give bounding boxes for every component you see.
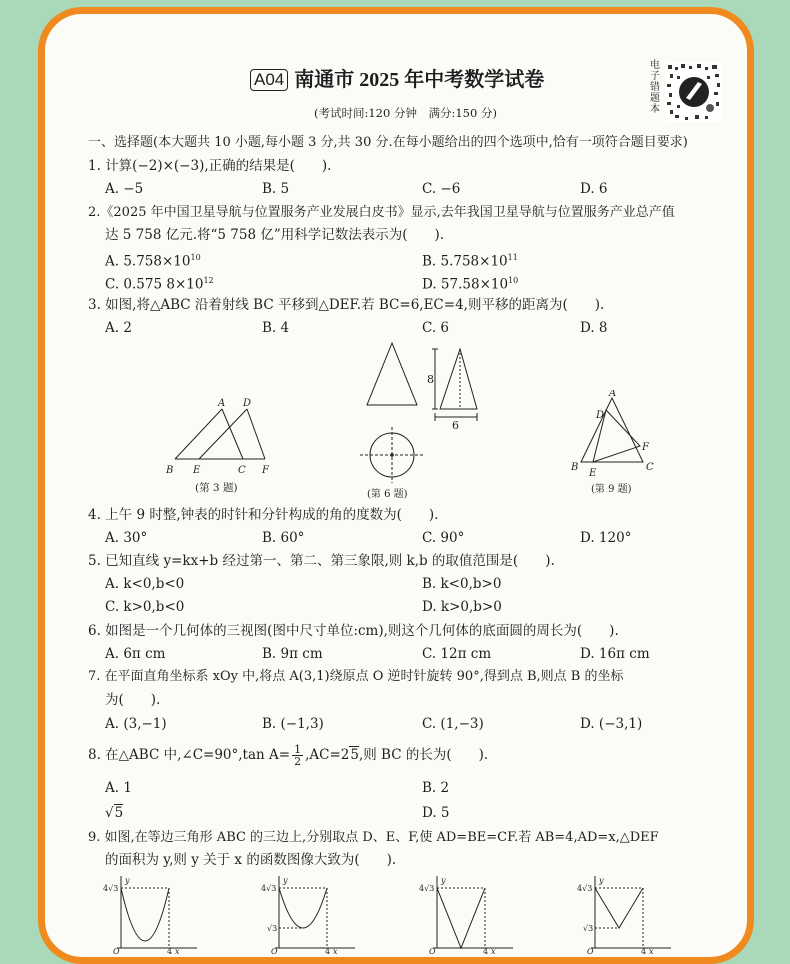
section-heading: 一、选择题(本大题共 10 小题,每小题 3 分,共 30 分.在每小题给出的四个选项中,恰有一项符合题目要求) xyxy=(88,135,688,150)
fig6-dim-base: 6 xyxy=(452,419,459,432)
fig9-label-c: C xyxy=(646,462,654,473)
fig6-caption: (第 6 题) xyxy=(367,489,408,500)
q5-option-d[interactable]: D. k>0,b>0 xyxy=(422,599,502,615)
q9-graph-a[interactable] xyxy=(101,874,201,954)
q8-stem: 8. 在△ABC 中,∠C=90°,tan A= $\frac{1}{2}$ ,AC=25,则 BC 的长为( ). xyxy=(88,743,489,768)
q3-option-d[interactable]: D. 8 xyxy=(580,320,608,336)
q2-stem-line1: 2.《2025 年中国卫星导航与位置服务产业发展白皮书》显示,去年我国卫星导航与位置服务产业总产值 xyxy=(88,205,675,220)
exam-page-frame xyxy=(38,7,754,964)
q9-graph-o-label: O xyxy=(587,947,594,954)
q2-option-c[interactable]: C. 0.575 $8\times 10^{12}$ xyxy=(105,276,214,293)
exam-page xyxy=(45,14,747,957)
q6-stem: 6. 如图是一个几何体的三视图(图中尺寸单位:cm),则这个几何体的底面圆的周长为( ). xyxy=(88,623,619,639)
q8-option-b[interactable]: B. 2 xyxy=(422,780,450,796)
q9-stem-line1: 9. 如图,在等边三角形 ABC 的三边上,分别取点 D、E、F,使 AD=BE=CF.若 AB=4,AD=x,△DEF xyxy=(88,830,659,845)
q9-graph-mid-label: √3 xyxy=(583,924,594,933)
q9-graph-b[interactable] xyxy=(259,874,359,954)
q9-graph-x-label: x xyxy=(491,947,496,954)
q9-graph-four-label: 4 xyxy=(483,947,489,954)
q9-graph-c[interactable] xyxy=(417,874,517,954)
fig9-caption: (第 9 题) xyxy=(591,484,632,495)
q5-option-b[interactable]: B. k<0,b>0 xyxy=(422,576,502,592)
exam-subtitle: (考试时间:120 分钟 满分:150 分) xyxy=(314,106,497,120)
q8-option-d[interactable]: D. 5 xyxy=(422,805,450,821)
fig9-label-f: F xyxy=(642,442,649,453)
fig9-label-d: D xyxy=(596,410,605,421)
q3-option-b[interactable]: B. 4 xyxy=(262,320,290,336)
q8-fraction: $\frac{1}{2}$ xyxy=(294,743,302,768)
q9-graph-top-label: 4√3 xyxy=(419,884,435,893)
q9-graph-y-label: y xyxy=(283,876,288,885)
q9-graph-o-label: O xyxy=(429,947,436,954)
q1-option-d[interactable]: D. 6 xyxy=(580,181,608,197)
q2-option-a[interactable]: A. $5.758\times 10^{10}$ xyxy=(105,253,201,270)
q5-option-a[interactable]: A. k<0,b<0 xyxy=(105,576,185,592)
q3-stem: 3. 如图,将△ABC 沿着射线 BC 平移到△DEF.若 BC=6,EC=4,则平移的距离为( ). xyxy=(88,297,605,313)
fig3-label-b: B xyxy=(166,465,174,476)
q1-stem: 1. 计算(−2)×(−3),正确的结果是( ). xyxy=(88,158,332,174)
q9-graph-mid-label: √3 xyxy=(267,924,278,933)
qr-code-icon[interactable] xyxy=(665,62,723,122)
q1-option-b[interactable]: B. 5 xyxy=(262,181,290,197)
q9-graph-x-label: x xyxy=(333,947,338,954)
q9-stem-line2: 的面积为 y,则 y 关于 x 的函数图像大致为( ). xyxy=(105,852,397,868)
page-title xyxy=(250,69,544,91)
q1-option-a[interactable]: A. −5 xyxy=(105,181,144,197)
fig3-caption: (第 3 题) xyxy=(195,482,238,494)
q6-option-a[interactable]: A. 6π cm xyxy=(105,646,166,662)
q9-graph-four-label: 4 xyxy=(325,947,331,954)
fig6-dim-height: 8 xyxy=(427,373,434,386)
q4-option-d[interactable]: D. 120° xyxy=(580,530,632,546)
q9-graph-y-label: y xyxy=(125,876,130,885)
fig3-label-e: E xyxy=(193,465,201,476)
q2-option-d[interactable]: D. $57.58\times 10^{10}$ xyxy=(422,276,519,293)
q9-graph-top-label: 4√3 xyxy=(103,884,119,893)
q9-graph-four-label: 4 xyxy=(641,947,647,954)
figure-q9 xyxy=(565,390,665,500)
figure-q6 xyxy=(345,337,515,502)
q9-graph-o-label: O xyxy=(271,947,278,954)
q3-option-a[interactable]: A. 2 xyxy=(105,320,132,336)
q6-option-d[interactable]: D. 16π cm xyxy=(580,646,650,662)
q2-stem-line2: 达 5 758 亿元.将“5 758 亿”用科学记数法表示为( ). xyxy=(105,227,445,243)
q7-option-d[interactable]: D. (−3,1) xyxy=(580,716,643,732)
q1-option-c[interactable]: C. −6 xyxy=(422,181,461,197)
paper-code: A04 xyxy=(250,69,288,91)
fig3-label-f: F xyxy=(262,465,269,476)
title-text: 南通市 2025 年中考数学试卷 xyxy=(294,69,545,91)
q8-option-a[interactable]: A. 1 xyxy=(105,780,132,796)
q2-option-b[interactable]: B. $5.758\times 10^{11}$ xyxy=(422,253,518,270)
fig9-label-b: B xyxy=(571,462,579,473)
q9-graph-top-label: 4√3 xyxy=(261,884,277,893)
fig3-label-d: D xyxy=(243,398,252,409)
q9-graph-x-label: x xyxy=(649,947,654,954)
q4-option-c[interactable]: C. 90° xyxy=(422,530,465,546)
q7-stem-line2: 为( ). xyxy=(105,692,161,708)
q7-stem-line1: 7. 在平面直角坐标系 xOy 中,将点 A(3,1)绕原点 O 逆时针旋转 90°,得到点 B,则点 B 的坐标 xyxy=(88,669,624,684)
q7-option-c[interactable]: C. (1,−3) xyxy=(422,716,484,732)
q3-option-c[interactable]: C. 6 xyxy=(422,320,450,336)
q7-option-b[interactable]: B. (−1,3) xyxy=(262,716,324,732)
q4-stem: 4. 上午 9 时整,钟表的时针和分针构成的角的度数为( ). xyxy=(88,507,439,523)
q5-option-c[interactable]: C. k>0,b<0 xyxy=(105,599,185,615)
q9-graph-y-label: y xyxy=(599,876,604,885)
q9-graph-four-label: 4 xyxy=(167,947,173,954)
q9-graph-d[interactable] xyxy=(575,874,675,954)
side-label: 电子错题本 xyxy=(650,60,660,115)
q8-option-c[interactable]: √5 xyxy=(105,805,124,821)
fig3-label-a: A xyxy=(218,398,226,409)
q9-graph-o-label: O xyxy=(113,947,120,954)
q7-option-a[interactable]: A. (3,−1) xyxy=(105,716,167,732)
q9-graph-x-label: x xyxy=(175,947,180,954)
q6-option-b[interactable]: B. 9π cm xyxy=(262,646,323,662)
q6-option-c[interactable]: C. 12π cm xyxy=(422,646,492,662)
q4-option-b[interactable]: B. 60° xyxy=(262,530,305,546)
fig9-label-e: E xyxy=(589,468,597,479)
q4-option-a[interactable]: A. 30° xyxy=(105,530,148,546)
q9-graph-top-label: 4√3 xyxy=(577,884,593,893)
figure-q3 xyxy=(163,394,283,494)
q9-graph-y-label: y xyxy=(441,876,446,885)
q5-stem: 5. 已知直线 y=kx+b 经过第一、第二、第三象限,则 k,b 的取值范围是( ). xyxy=(88,553,555,569)
fig9-label-a: A xyxy=(609,390,617,399)
fig3-label-c: C xyxy=(238,465,246,476)
